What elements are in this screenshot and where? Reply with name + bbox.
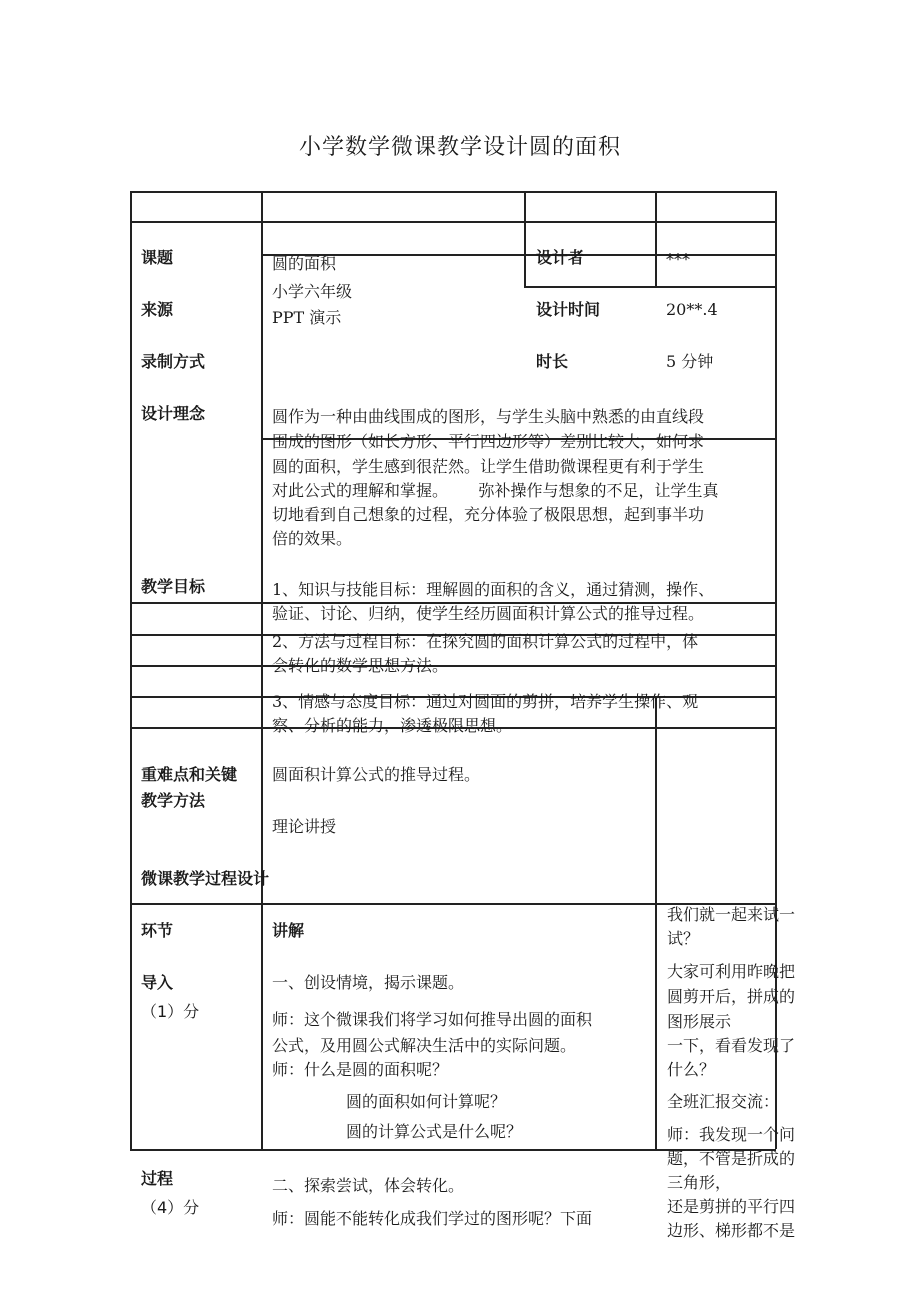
objectives-label: 教学目标 [141,577,206,596]
process-label: 过程 [141,1169,174,1188]
intro-line: 圆的计算公式是什么呢？ [346,1122,523,1141]
side-line: 我们就一起来试一 [667,905,796,924]
side-line: 题，不管是折成的 [667,1149,796,1168]
designer-value: *** [666,250,690,269]
source-label: 来源 [141,300,174,319]
concept-line: 圆的面积，学生感到很茫然。让学生借助微课程更有利于学生 [272,457,705,476]
side-line: 三角形， [667,1173,732,1192]
objective-line: 会转化的数学思想方法。 [272,656,449,675]
side-line: 大家可利用昨晚把 [667,962,796,981]
teaching-method-label: 教学方法 [141,791,206,810]
topic-label: 课题 [141,248,174,267]
key-points-label: 重难点和关键 [141,765,238,784]
concept-label: 设计理念 [141,404,206,423]
side-line: 边形、梯形都不是 [667,1221,796,1240]
design-time-value: 20**.4 [666,300,718,319]
side-line: 图形展示 [667,1012,732,1031]
concept-line: 围成的图形（如长方形、平行四边形等）差别比较大，如何求 [272,432,705,451]
process-design-label: 微课教学过程设计 [141,869,270,888]
duration-label: 时长 [536,352,569,371]
intro-line: 师：这个微课我们将学习如何推导出圆的面积 [272,1010,593,1029]
intro-label: 导入 [141,973,174,992]
concept-line: 切地看到自己想象的过程，充分体验了极限思想，起到事半功 [272,505,705,524]
intro-line: 圆的面积如何计算呢？ [346,1092,507,1111]
grade-value: 小学六年级 [272,282,353,301]
side-line: 师：我发现一个问 [667,1125,796,1144]
objective-line: 1、知识与技能目标：理解圆的面积的含义，通过猜测，操作、 [272,580,715,599]
intro-line: 一、创设情境，揭示课题。 [272,973,465,992]
topic-value: 圆的面积 [272,254,337,273]
page-title: 小学数学微课教学设计圆的面积 [298,135,621,160]
objective-line: 2、方法与过程目标：在探究圆的面积计算公式的过程中，体 [272,632,699,651]
stage-header: 环节 [141,921,174,940]
design-time-label: 设计时间 [536,300,601,319]
teaching-method-value: 理论讲授 [272,817,337,836]
process-duration: （4）分 [141,1198,200,1217]
objective-line: 3、情感与态度目标：通过对圆面的剪拼，培养学生操作、观 [272,692,699,711]
side-line: 全班汇报交流： [667,1092,780,1111]
side-line: 圆剪开后，拼成的 [667,987,796,1006]
intro-line: 公式，及用圆公式解决生活中的实际问题。 [272,1036,577,1055]
intro-duration: （1）分 [141,1002,200,1021]
process-line: 师：圆能不能转化成我们学过的图形呢？下面 [272,1209,593,1228]
designer-label: 设计者 [536,248,585,267]
side-line: 还是剪拼的平行四 [667,1197,796,1216]
explain-header: 讲解 [272,921,305,940]
side-line: 一下，看看发现了 [667,1036,796,1055]
concept-line: 圆作为一种由曲线围成的图形，与学生头脑中熟悉的由直线段 [272,407,705,426]
side-line: 试？ [667,929,700,948]
concept-line: 对此公式的理解和掌握。 弥补操作与想象的不足，让学生真 [272,481,719,500]
process-line: 二、探索尝试，体会转化。 [272,1176,465,1195]
concept-line: 倍的效果。 [272,529,353,548]
key-point-value: 圆面积计算公式的推导过程。 [272,765,481,784]
side-line: 什么？ [667,1060,716,1079]
recording-label: 录制方式 [141,352,206,371]
objective-line: 察、分析的能力，渗透极限思想。 [272,716,513,735]
duration-value: 5 分钟 [666,352,714,371]
objective-line: 验证、讨论、归纳，使学生经历圆面积计算公式的推导过程。 [272,604,705,623]
recording-method-value: PPT 演示 [272,308,342,327]
intro-line: 师：什么是圆的面积呢？ [272,1060,449,1079]
